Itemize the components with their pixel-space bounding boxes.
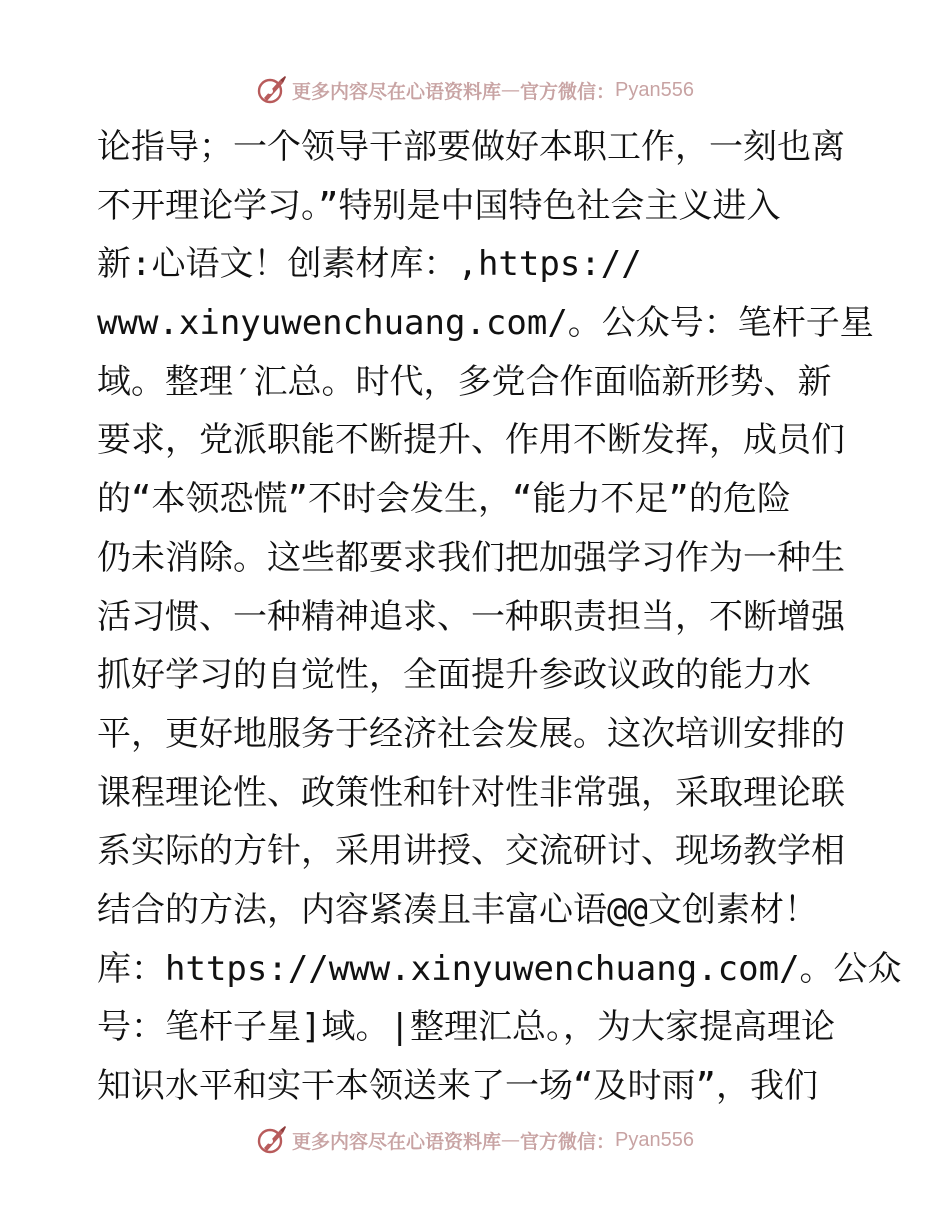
text-line: 域。整理′汇总。时代，多党合作面临新形势、新 (97, 361, 832, 402)
body-text (97, 118, 902, 1116)
footer-banner (0, 1123, 950, 1157)
text-line: 知识水平和实干本领送来了一场“及时雨”，我们 (97, 1066, 818, 1106)
text-line: 新:心语文！创素材库：,https:// (97, 244, 642, 285)
banner-site-text: 更多内容尽在心语资料库 (292, 1130, 502, 1153)
banner-wechat-label: 官方微信： (520, 80, 616, 103)
text-line: 号：笔杆子星]域。|整理汇总。，为大家提高理论 (97, 1007, 835, 1048)
text-line: 平，更好地服务于经济社会发展。这次培训安排的 (97, 713, 845, 754)
text-line: 要求，党派职能不断提升、作用不断发挥，成员们 (97, 420, 845, 461)
text-line: 课程理论性、政策性和针对性非常强，采取理论联 (97, 772, 845, 813)
banner-wechat-id: Pyan556 (615, 1128, 694, 1151)
text-line: 活习惯、一种精神追求、一种职责担当，不断增强 (97, 596, 845, 637)
text-line: www.xinyuwenchuang.com/。公众号：笔杆子星 (97, 303, 874, 344)
text-line: 仍未消除。这些都要求我们把加强学习作为一种生 (97, 537, 845, 578)
text-line: 的“本领恐慌”不时会发生，“能力不足”的危险 (97, 479, 791, 520)
banner-wechat-id: Pyan556 (615, 78, 694, 101)
banner-separator: — (501, 79, 521, 101)
text-line: 库：https://www.xinyuwenchuang.com/。公众 (97, 948, 902, 989)
text-line: 系实际的方针，采用讲授、交流研讨、现场教学相 (97, 831, 845, 872)
text-line: 不开理论学习。”特别是中国特色社会主义进入 (97, 185, 781, 226)
header-banner (0, 73, 950, 107)
banner-separator: — (501, 1129, 521, 1151)
quill-logo-icon (256, 74, 288, 106)
text-line: 论指导；一个领导干部要做好本职工作，一刻也离 (97, 127, 845, 167)
text-line: 抓好学习的自觉性，全面提升参政议政的能力水 (97, 655, 811, 696)
quill-logo-icon (256, 1124, 288, 1156)
banner-wechat-label: 官方微信： (520, 1130, 616, 1153)
text-line: 结合的方法，内容紧凑且丰富心语@@文创素材！ (97, 889, 818, 930)
banner-site-text: 更多内容尽在心语资料库 (292, 80, 502, 103)
